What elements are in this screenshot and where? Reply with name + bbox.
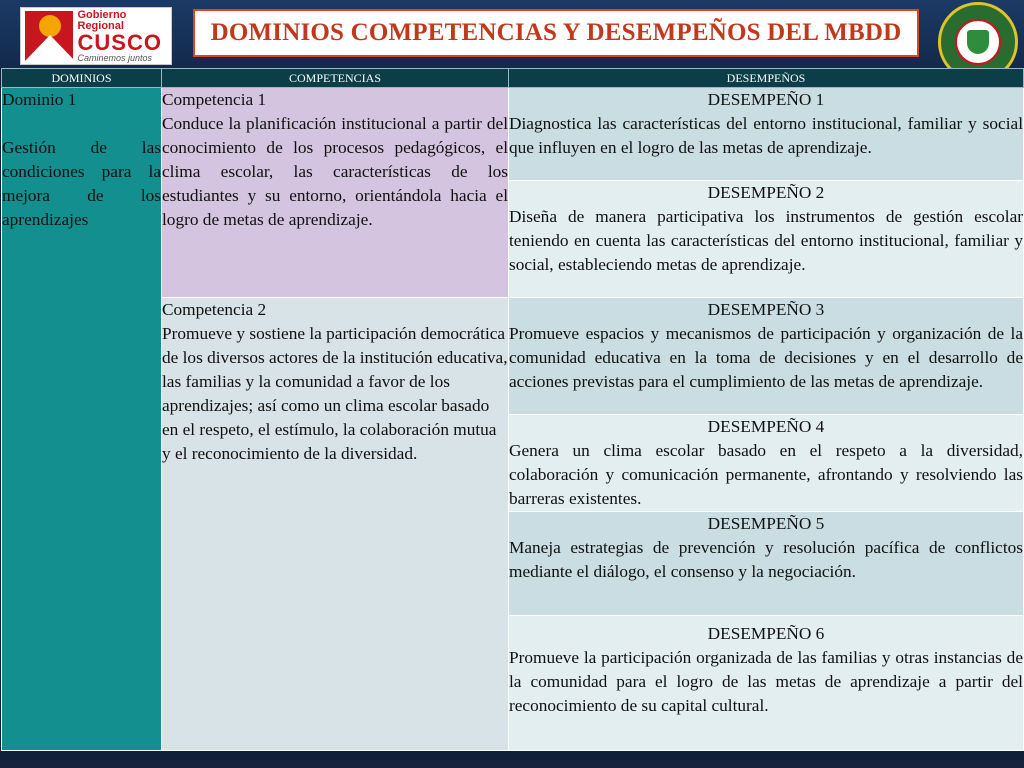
desempeno-1-cell [509,88,1024,181]
domain-text: Gestión de las condiciones para la mejora de los aprendizajes [2,138,161,229]
desempeno-text: Diseña de manera participativa los instrumentos de gestión escolar teniendo en cuenta las características del entorno institucional, familiar y social, estableciendo metas de aprendizaje. [509,207,1023,274]
desempeno-title: DESEMPEÑO 4 [707,417,825,436]
desempeno-title: DESEMPEÑO 5 [707,514,825,533]
desempeno-text: Maneja estrategias de prevención y resolución pacífica de conflictos mediante el diálogo, el consenso y la negociación. [509,538,1023,581]
table-row [2,88,1024,181]
gobierno-regional-cusco-logo [20,7,172,65]
domain-title: Dominio 1 [2,90,77,109]
slide-footer-bar [0,760,1024,768]
mbdd-table [1,68,1024,751]
desempeno-title: DESEMPEÑO 6 [707,624,825,643]
desempeno-title: DESEMPEÑO 2 [707,183,825,202]
desempeno-text: Genera un clima escolar basado en el respeto a la diversidad, colaboración y comunicación permanente, afrontando y resolviendo las barreras existentes. [509,441,1023,508]
logo-line-1: Gobierno Regional [77,8,127,32]
desempeno-text: Promueve espacios y mecanismos de participación y organización de la comunidad educativa en la toma de decisiones y en el desarrollo de acciones previstas para el cumplimiento de las metas de aprendizaje. [509,324,1023,391]
domain-cell [2,88,162,751]
logo-line-2: CUSCO [77,29,162,55]
desempeno-4-cell [509,415,1024,512]
header-competencias: COMPETENCIAS [162,69,509,88]
desempeno-6-cell [509,616,1024,751]
logo-tagline: Caminemos juntos [77,52,153,63]
slide-title: DOMINIOS COMPETENCIAS Y DESEMPEÑOS DEL MBDD [210,19,902,46]
competencia-text: Promueve y sostiene la participación democrática de los diversos actores de la institución educativa, las familias y la comunidad a favor de los aprendizajes; así como un clima escolar basado en el respeto, el estímulo, la colaboración mutua y el reconocimiento de la diversidad. [162,324,508,463]
header-dominios: DOMINIOS [2,69,162,88]
desempeno-text: Promueve la participación organizada de las familias y otras instancias de la comunidad para el logro de las metas de aprendizaje a partir del reconocimiento de su capital cultural. [509,648,1023,715]
desempeno-3-cell [509,298,1024,415]
competencia-text: Conduce la planificación institucional a partir del conocimiento de los procesos pedagógicos, el clima escolar, las características de los estudiantes y su entorno, orientándola hacia el logro de metas de aprendizaje. [162,114,508,229]
mountain-sun-logo-icon [25,11,73,61]
desempeno-2-cell [509,181,1024,298]
slide-header [0,0,1024,68]
desempeno-5-cell [509,512,1024,616]
slide-title-box [193,9,919,57]
competencia-title: Competencia 2 [162,300,267,319]
desempeno-title: DESEMPEÑO 1 [707,90,825,109]
competencia-1-cell [162,88,509,298]
header-desempenos: DESEMPEÑOS [509,69,1024,88]
table-header-row [2,69,1024,88]
desempeno-title: DESEMPEÑO 3 [707,300,825,319]
competencia-title: Competencia 1 [162,90,267,109]
competencia-2-cell [162,298,509,751]
desempeno-text: Diagnostica las características del entorno institucional, familiar y social que influyen en el logro de las metas de aprendizaje. [509,114,1023,157]
